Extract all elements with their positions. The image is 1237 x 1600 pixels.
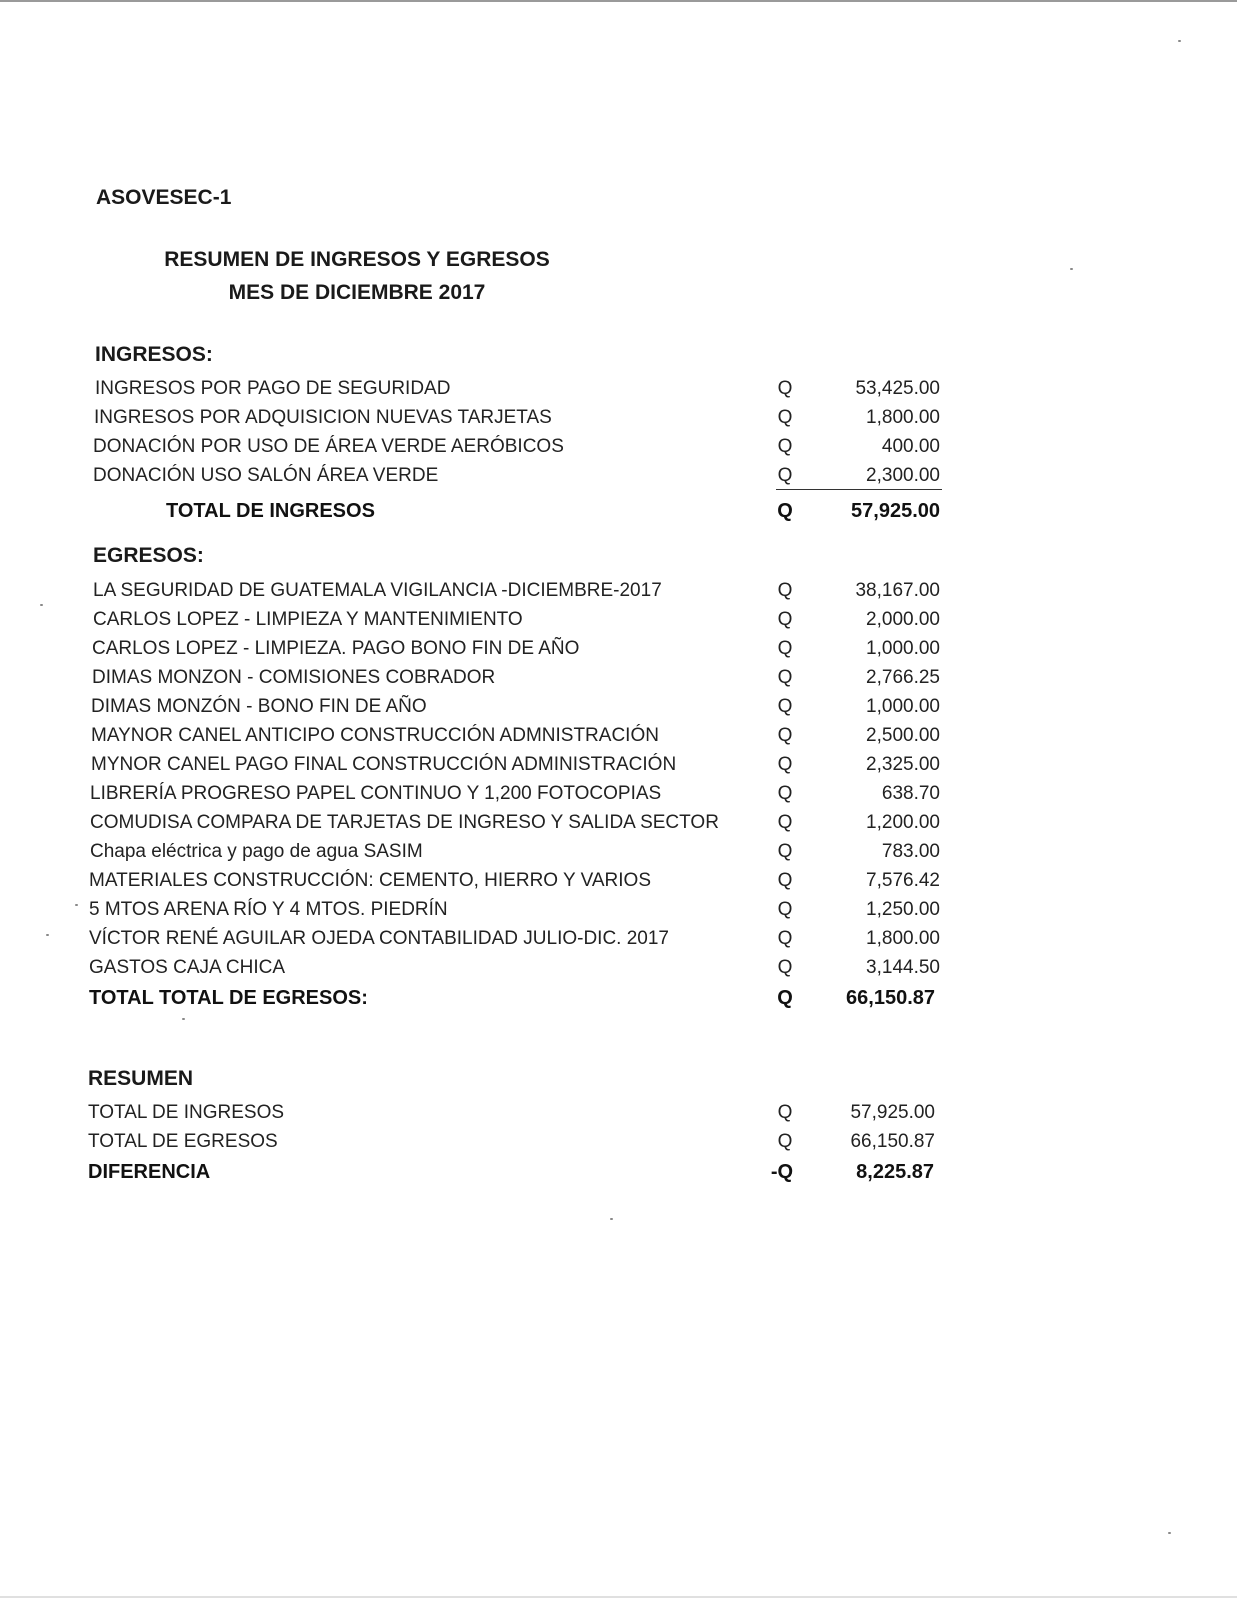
resumen-heading: RESUMEN [88,1067,194,1090]
ingreso-row [0,375,1237,404]
ingreso-row [0,404,1237,433]
line-description: DIMAS MONZÓN - BONO FIN DE AÑO [91,696,427,717]
currency-symbol: Q [777,957,793,978]
line-amount: 783.00 [881,841,940,862]
line-amount: 1,200.00 [866,812,940,833]
total-ingresos-row [0,497,1237,526]
scan-speck [75,904,78,906]
line-amount: 2,000.00 [866,609,940,630]
scan-speck [610,1218,613,1220]
currency-symbol: Q [777,841,793,862]
line-description: MYNOR CANEL PAGO FINAL CONSTRUCCIÓN ADMINISTRACIÓN [91,754,677,775]
line-amount: 2,300.00 [866,465,940,486]
egreso-row [0,664,1237,693]
ingreso-row [0,462,1237,491]
line-amount: 1,000.00 [866,696,940,717]
currency-symbol: Q [777,638,793,659]
line-description: MAYNOR CANEL ANTICIPO CONSTRUCCIÓN ADMNISTRACIÓN [91,725,659,746]
scan-bottom-edge [0,1596,1237,1598]
line-amount: 1,000.00 [866,638,940,659]
egreso-row [0,577,1237,606]
scan-speck [46,934,49,936]
egreso-row [0,722,1237,751]
resumen-row [0,1128,1237,1157]
diferencia-label: DIFERENCIA [88,1161,211,1183]
currency-symbol: Q [777,609,793,630]
currency-symbol: Q [777,580,793,601]
line-description: CARLOS LOPEZ - LIMPIEZA Y MANTENIMIENTO [93,609,523,630]
total-amount: 66,150.87 [846,987,935,1009]
diferencia-row [0,1158,1237,1187]
subtotal-rule [776,489,942,490]
currency-symbol: -Q [770,1161,794,1183]
scan-speck [1168,1532,1171,1534]
currency-symbol: Q [777,378,793,399]
currency-symbol: Q [777,696,793,717]
line-amount: 1,800.00 [866,407,940,428]
line-description: LA SEGURIDAD DE GUATEMALA VIGILANCIA -DICIEMBRE-2017 [93,580,662,601]
scan-top-edge [0,0,1237,2]
ingreso-row [0,433,1237,462]
total-label: TOTAL TOTAL DE EGRESOS: [89,987,368,1009]
egreso-row [0,780,1237,809]
scan-speck [1178,40,1181,42]
line-amount: 57,925.00 [850,1102,935,1123]
line-amount: 638.70 [881,783,940,804]
line-amount: 400.00 [881,436,940,457]
total-egresos-row [0,984,1237,1013]
egreso-row [0,867,1237,896]
currency-symbol: Q [777,407,793,428]
currency-symbol: Q [777,987,793,1009]
currency-symbol: Q [777,725,793,746]
scan-speck [1070,268,1073,270]
egreso-row [0,606,1237,635]
line-description: MATERIALES CONSTRUCCIÓN: CEMENTO, HIERRO Y VARIOS [89,870,651,891]
line-amount: 1,800.00 [866,928,940,949]
scan-speck [182,1018,185,1020]
line-amount: 1,250.00 [866,899,940,920]
egreso-row [0,838,1237,867]
currency-symbol: Q [777,899,793,920]
scan-speck [40,604,43,606]
line-amount: 38,167.00 [855,580,940,601]
line-description: COMUDISA COMPARA DE TARJETAS DE INGRESO Y SALIDA SECTOR [90,812,719,833]
currency-symbol: Q [777,754,793,775]
total-amount: 57,925.00 [851,500,940,522]
line-description: VÍCTOR RENÉ AGUILAR OJEDA CONTABILIDAD JULIO-DIC. 2017 [89,928,670,949]
currency-symbol: Q [777,500,793,522]
line-amount: 2,766.25 [866,667,940,688]
egreso-row [0,693,1237,722]
document-id: ASOVESEC-1 [96,186,232,209]
egreso-row [0,954,1237,983]
line-description: DIMAS MONZON - COMISIONES COBRADOR [92,667,496,688]
line-amount: 3,144.50 [866,957,940,978]
line-amount: 7,576.42 [866,870,940,891]
line-description: INGRESOS POR PAGO DE SEGURIDAD [95,378,451,399]
total-label: TOTAL DE INGRESOS [166,500,375,522]
line-description: INGRESOS POR ADQUISICION NUEVAS TARJETAS [94,407,552,428]
currency-symbol: Q [777,667,793,688]
currency-symbol: Q [777,436,793,457]
egreso-row [0,809,1237,838]
ingresos-heading: INGRESOS: [95,343,213,366]
line-description: GASTOS CAJA CHICA [89,957,286,978]
egreso-row [0,635,1237,664]
line-amount: 2,500.00 [866,725,940,746]
line-amount: 2,325.00 [866,754,940,775]
document-subtitle: MES DE DICIEMBRE 2017 [228,281,486,304]
currency-symbol: Q [777,1102,793,1123]
line-description: DONACIÓN USO SALÓN ÁREA VERDE [93,465,439,486]
egresos-heading: EGRESOS: [93,544,204,567]
egreso-row [0,751,1237,780]
currency-symbol: Q [777,465,793,486]
currency-symbol: Q [777,1131,793,1152]
egreso-row [0,925,1237,954]
line-description: CARLOS LOPEZ - LIMPIEZA. PAGO BONO FIN DE AÑO [92,638,580,659]
egreso-row [0,896,1237,925]
currency-symbol: Q [777,783,793,804]
currency-symbol: Q [777,812,793,833]
line-description: 5 MTOS ARENA RÍO Y 4 MTOS. PIEDRÍN [89,899,448,920]
line-description: DONACIÓN POR USO DE ÁREA VERDE AERÓBICOS [93,436,564,457]
line-description: TOTAL DE INGRESOS [88,1102,285,1123]
line-description: TOTAL DE EGRESOS [88,1131,278,1152]
line-description: Chapa eléctrica y pago de agua SASIM [90,841,423,862]
line-amount: 66,150.87 [850,1131,935,1152]
currency-symbol: Q [777,870,793,891]
line-description: LIBRERÍA PROGRESO PAPEL CONTINUO Y 1,200 FOTOCOPIAS [90,783,662,804]
diferencia-amount: 8,225.87 [856,1161,934,1183]
line-amount: 53,425.00 [855,378,940,399]
resumen-row [0,1099,1237,1128]
currency-symbol: Q [777,928,793,949]
document-title: RESUMEN DE INGRESOS Y EGRESOS [164,248,550,271]
